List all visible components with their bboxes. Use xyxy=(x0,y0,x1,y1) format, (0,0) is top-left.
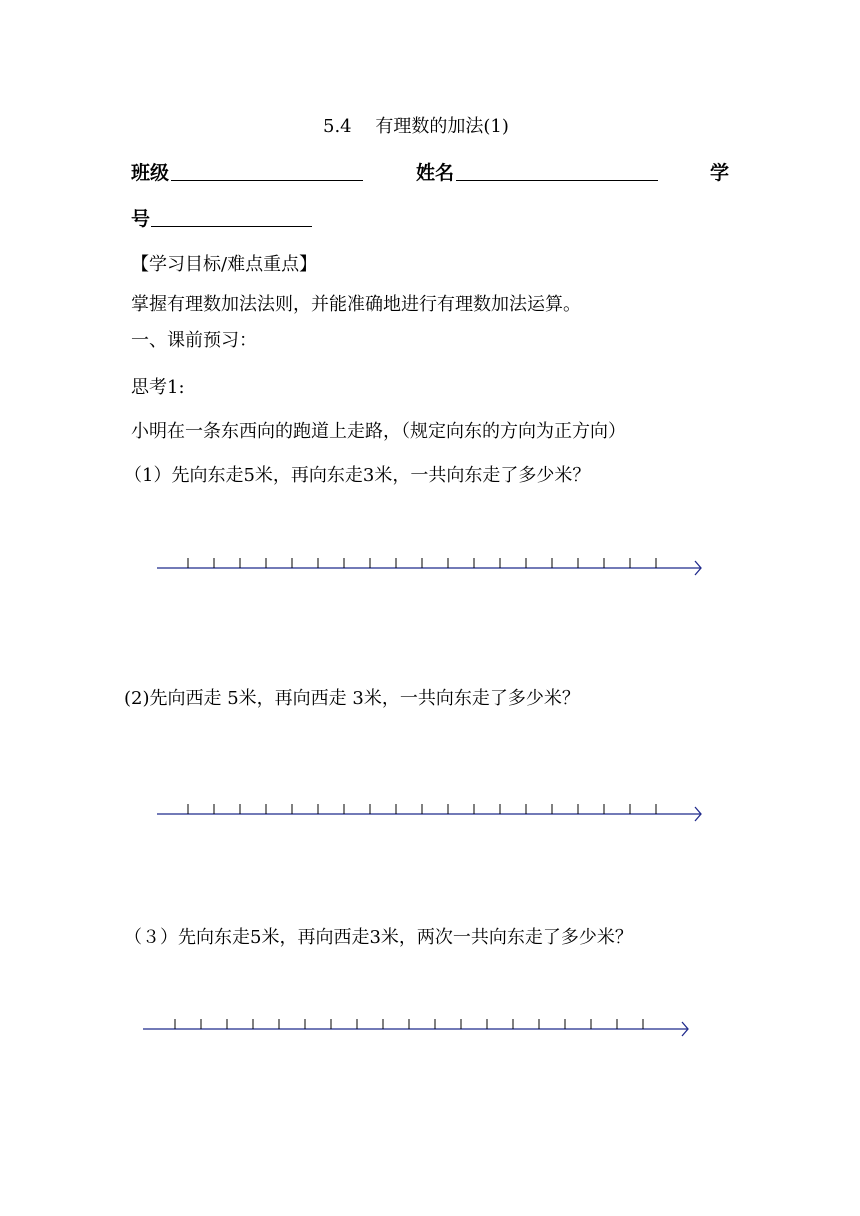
think-label: 思考1: xyxy=(131,377,185,398)
scenario-text: 小明在一条东西向的跑道上走路，（规定向东的方向为正方向） xyxy=(131,421,626,442)
question-3: （３）先向东走5米，再向西走3米，两次一共向东走了多少米？ xyxy=(124,927,633,948)
goals-text: 掌握有理数加法法则，并能准确地进行有理数加法运算。 xyxy=(131,294,581,315)
question-2: (2)先向西走 5米，再向西走 3米，一共向东走了多少米？ xyxy=(124,688,580,709)
goals-heading: 【学习目标/难点重点】 xyxy=(131,254,318,275)
student-id-label-part1: 学 xyxy=(710,162,730,184)
preview-heading: 一、课前预习： xyxy=(131,330,257,351)
number-line-1 xyxy=(157,558,701,575)
worksheet-title: 5.4 有理数的加法(1) xyxy=(323,116,509,137)
number-line-2 xyxy=(157,804,701,821)
student-id-label-part2: 号 xyxy=(131,208,151,230)
question-1: （1）先向东走5米，再向东走3米，一共向东走了多少米？ xyxy=(124,465,591,486)
class-label: 班级 xyxy=(131,162,170,184)
name-label: 姓名 xyxy=(416,162,455,184)
number-line-3 xyxy=(143,1019,688,1036)
